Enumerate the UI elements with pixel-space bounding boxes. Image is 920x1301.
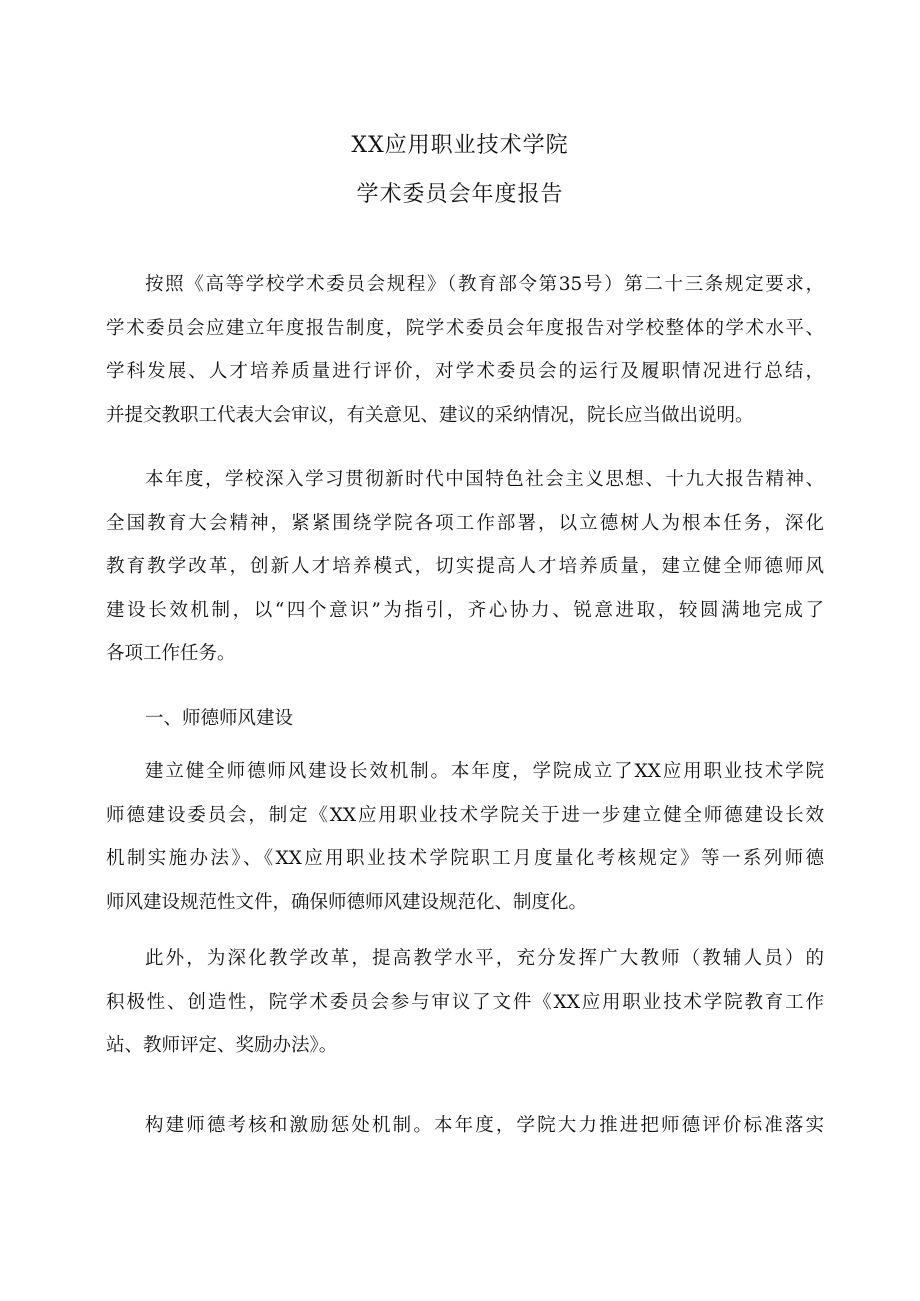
- paragraph-line: 学科发展、人才培养质量进行评价，对学术委员会的运行及履职情况进行总结，: [106, 361, 824, 382]
- paragraph-line: 建设长效机制，以“四个意识”为指引，齐心协力、锐意进取，较圆满地完成了: [106, 599, 824, 621]
- document-title-line-1: XX应用职业技术学院: [351, 133, 569, 158]
- paragraph-line: 并提交教职工代表大会审议，有关意见、建议的采纳情况，院长应当做出说明。: [106, 404, 754, 426]
- paragraph-line: 机制实施办法》、《XX应用职业技术学院职工月度量化考核规定》等一系列师德: [106, 848, 824, 869]
- paragraph-line: 各项工作任务。: [106, 643, 236, 664]
- paragraph-line: 积极性、创造性，院学术委员会参与审议了文件《XX应用职业技术学院教育工作: [106, 991, 824, 1013]
- document-title-line-2: 学术委员会年度报告: [356, 182, 564, 207]
- section-heading-teacher-ethics: [106, 697, 824, 741]
- paragraph-line: 师德建设委员会，制定《XX应用职业技术学院关于进一步建立健全师德建设长效: [106, 804, 824, 826]
- paragraph-annual-overview: [106, 458, 824, 676]
- paragraph-line: 本年度，学校深入学习贯彻新时代中国特色社会主义思想、十九大报告精神、: [145, 469, 824, 490]
- paragraph-line: 教育教学改革，创新人才培养模式，切实提高人才培养质量，建立健全师德师风: [106, 556, 824, 577]
- paragraph-line: 建立健全师德师风建设长效机制。本年度，学院成立了XX应用职业技术学院: [145, 761, 824, 782]
- paragraph-line: 学术委员会应建立年度报告制度，院学术委员会年度报告对学校整体的学术水平、: [106, 317, 824, 339]
- paragraph-ethics-assessment: [106, 1104, 824, 1148]
- paragraph-line: 师风建设规范性文件，确保师德师风建设规范化、制度化。: [106, 891, 588, 913]
- paragraph-teaching-reform: [106, 937, 824, 1068]
- section-heading-line: 一、师德师风建设: [145, 708, 294, 729]
- paragraph-line: 全国教育大会精神，紧紧围绕学院各项工作部署，以立德树人为根本任务，深化: [106, 512, 824, 534]
- paragraph-line: 构建师德考核和激励惩处机制。本年度，学院大力推进把师德评价标准落实: [145, 1115, 824, 1136]
- paragraph-line: 站、教师评定、奖励办法》。: [106, 1035, 338, 1056]
- paragraph-line: 此外，为深化教学改革，提高教学水平，充分发挥广大教师（教辅人员）的: [145, 948, 824, 969]
- paragraph-ethics-mechanism: [106, 750, 824, 924]
- paragraph-regulation-basis: [106, 263, 824, 437]
- paragraph-line: 按照《高等学校学术委员会规程》（教育部令第35号）第二十三条规定要求，: [145, 274, 824, 295]
